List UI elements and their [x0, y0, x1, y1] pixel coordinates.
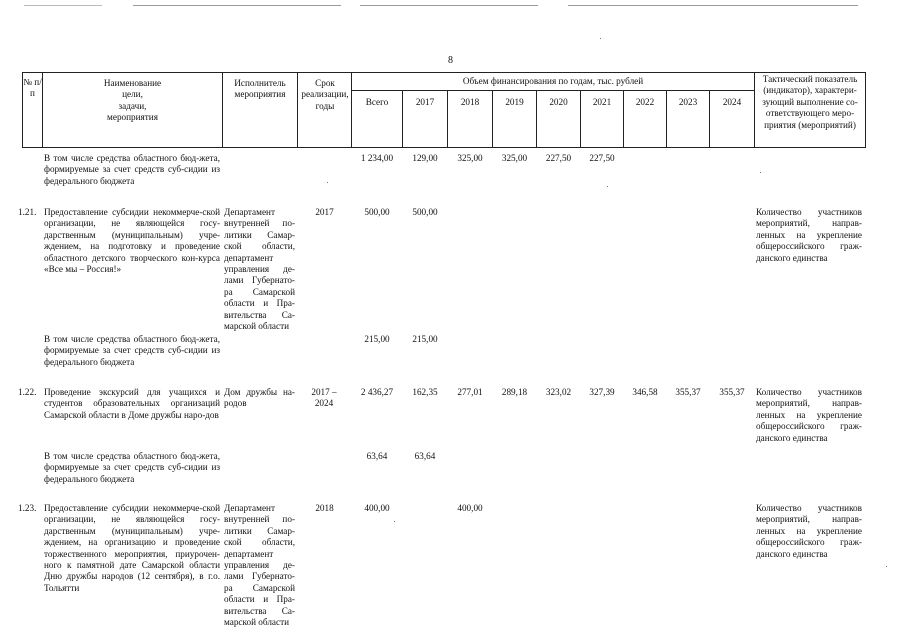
row-name: Предоставление субсидии некоммерче-ской организации, не являющейся госу-дарственным (муниципальным) учре-ждением, на подготовку и проведение областного детского творческого кон-курса «Все мы – Россия!»	[44, 207, 220, 275]
row-executor: Департамент внутренней по-литики Самар-ской области, департамент управления де-лами Губернато-ра Самарской области и Пра-вительства Са-марской области	[224, 503, 295, 628]
cell-2017: 63,64	[414, 451, 436, 461]
header-year: 2022	[635, 97, 655, 107]
header-executor: Исполнитель мероприятия	[234, 78, 286, 100]
header-border-right	[865, 72, 866, 148]
row-sub-name: В том числе средства областного бюд-жета, формируемые за счет средств суб-сидии из федерального бюджета	[44, 451, 220, 484]
page-number: 8	[448, 55, 453, 66]
header-year: 2017	[415, 97, 435, 107]
row-executor: Департамент внутренней по-литики Самар-ской области, департамент управления де-лами Губернато-ра Самарской области и Пра-вительства Са-марской области	[224, 207, 295, 332]
row-term: 2017 – 2024	[311, 387, 337, 409]
scan-edge-rule	[133, 5, 341, 6]
cell-2018: 325,00	[457, 153, 483, 163]
header-year: 2024	[722, 97, 742, 107]
scan-speck	[327, 182, 328, 183]
cell-2021: 327,39	[589, 387, 615, 397]
row-sub-name: В том числе средства областного бюд-жета, формируемые за счет средств суб-сидии из федерального бюджета	[44, 334, 220, 367]
cell-total: 215,00	[364, 334, 390, 344]
cell-2017: 215,00	[412, 334, 438, 344]
scan-edge-rule	[360, 5, 538, 6]
scan-edge-rule	[24, 5, 102, 6]
cell-2018: 400,00	[457, 503, 483, 513]
header-name: Наименование цели, задачи, мероприятия	[103, 78, 162, 123]
header-top-border	[22, 72, 865, 73]
cell-2020: 323,02	[545, 387, 572, 397]
cell-2017: 500,00	[412, 207, 438, 217]
cell-total: 63,64	[366, 451, 388, 461]
scan-speck	[886, 566, 887, 567]
row-indicator: Количество участников мероприятий, направ-ленных на укрепление общероссийского граж-данского единства	[756, 207, 862, 263]
scan-speck	[760, 172, 761, 173]
cell-2022: 346,58	[632, 387, 658, 397]
cell-2023: 355,37	[675, 387, 701, 397]
funding-subheader-border	[351, 90, 754, 91]
scan-edge-rule	[568, 5, 858, 6]
row-indicator: Количество участников мероприятий, направ-ленных на укрепление общероссийского граж-данского единства	[756, 503, 862, 559]
col-divider	[222, 72, 223, 148]
cell-total: 2 436,27	[360, 387, 394, 397]
header-indicator: Тактический показатель (индикатор), характери-зующий выполнение со-ответствующего меро-приятия (мероприятий)	[762, 74, 858, 130]
row-executor: Дом дружбы на-родов	[224, 387, 295, 409]
row-indicator: Количество участников мероприятий, направ-ленных на укрепление общероссийского граж-данского единства	[756, 387, 862, 443]
header-funding: Объем финансирования по годам, тыс. рублей	[462, 76, 644, 86]
cell-2017: 129,00	[412, 153, 438, 163]
header-num: № п/п	[23, 77, 42, 99]
header-year: 2020	[549, 97, 568, 107]
col-divider	[754, 72, 755, 148]
row-number: 1.23.	[18, 503, 37, 513]
row-name: Предоставление субсидии некоммерче-ской организации, не являющейся госу-дарственным (муниципальным) учре-ждением, на организацию и проведение торжественного мероприятия, приурочен-ного к памятной дате Самарской области Дню дружбы народов (12 сентября), в г.о. Тольятти	[44, 503, 220, 593]
header-year: 2018	[460, 97, 480, 107]
col-divider	[42, 72, 43, 148]
row-number: 1.22.	[18, 387, 37, 397]
cell-2024: 355,37	[719, 387, 745, 397]
row-sub-name: В том числе средства областного бюд-жета, формируемые за счет средств суб-сидии из федерального бюджета	[44, 153, 220, 186]
cell-2021: 227,50	[589, 153, 615, 163]
row-term: 2018	[315, 503, 334, 513]
header-total: Всего	[365, 97, 389, 107]
header-term: Срок реализации, годы	[301, 78, 349, 111]
header-year: 2021	[592, 97, 612, 107]
cell-total: 400,00	[364, 503, 390, 513]
cell-total: 500,00	[364, 207, 390, 217]
cell-2019: 289,18	[501, 387, 528, 397]
cell-2020: 227,50	[545, 153, 572, 163]
cell-2017: 162,35	[412, 387, 438, 397]
scan-speck	[607, 186, 608, 187]
header-year: 2023	[678, 97, 698, 107]
header-bottom-border	[22, 147, 865, 148]
row-number: 1.21.	[18, 207, 37, 217]
scan-speck	[394, 521, 395, 522]
header-year: 2019	[505, 97, 524, 107]
cell-2018: 277,01	[457, 387, 483, 397]
cell-2019: 325,00	[501, 153, 528, 163]
cell-total: 1 234,00	[360, 153, 394, 163]
row-term: 2017	[315, 207, 334, 217]
row-name: Проведение экскурсий для учащихся и студентов образовательных организаций Самарской области в Доме дружбы наро-дов	[44, 387, 220, 420]
scan-speck	[600, 38, 601, 39]
